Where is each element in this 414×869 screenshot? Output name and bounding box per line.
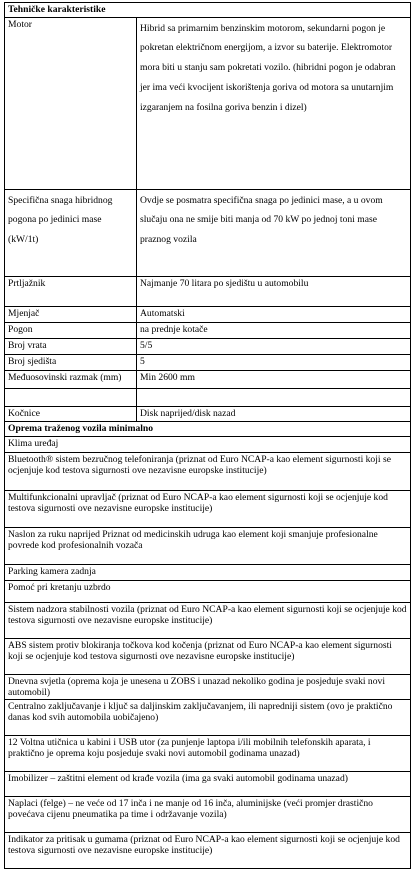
equipment-item: Multifunkcionalni upravljač (priznat od Euro NCAP-a kao element sigurnosti koji se ocjenjuje kod testova sigurnosti ove nezavisne europske institucije) [5, 490, 411, 527]
equipment-item: Bluetooth® sistem bezručnog telefoniranja (priznat od Euro NCAP-a kao element sigurnosti koji se ocjenjuje kod testova sigurnosti ove nezavisne europske institucije) [5, 452, 411, 490]
specifications-table [4, 2, 411, 869]
spec-value: 5 [137, 354, 411, 370]
table-row [5, 354, 411, 370]
table-row [5, 699, 411, 735]
spec-label: Specifična snaga hibridnog pogona po jedinici mase (kW/1t) [5, 189, 137, 276]
table-row [5, 306, 411, 322]
equipment-item: Dnevna svjetla (oprema koja je unesena u ZOBS i unazad nekoliko godina je posjeduje svaki novi automobil) [5, 674, 411, 699]
equipment-item: Imobilizer – zaštitni element od krađe vozila (ima ga svaki automobil godinama unazad) [5, 771, 411, 796]
table-row [5, 564, 411, 580]
equipment-item: Naplaci (felge) – ne veće od 17 inča i ne manje od 16 inča, aluminijske (veći promjer drastično povećava cijenu pneumatika pa time i održavanje vozila) [5, 796, 411, 832]
table-row [5, 452, 411, 490]
table-header-row [5, 421, 411, 436]
tech-title: Tehničke karakteristike [5, 3, 411, 18]
table-row [5, 832, 411, 868]
table-row [5, 276, 411, 306]
equipment-item: Sistem nadzora stabilnosti vozila (priznat od Euro NCAP-a kao element sigurnosti koji se ocjenjuje kod testova sigurnosti ove nezavisne europske institucije) [5, 602, 411, 638]
spec-label: Pogon [5, 322, 137, 338]
equipment-item: Centralno zaključavanje i ključ sa daljinskim zaključavanjem, ili napredniji sistem (ovo je praktično danas kod svih automobila uobičajeno) [5, 699, 411, 735]
equipment-item: Klima uređaj [5, 436, 411, 452]
spec-value: na prednje kotače [137, 322, 411, 338]
table-row [5, 602, 411, 638]
table-row [5, 638, 411, 674]
equipment-title: Oprema traženog vozila minimalno [5, 421, 411, 436]
table-row [5, 338, 411, 354]
equipment-item: Pomoć pri kretanju uzbrdo [5, 580, 411, 602]
spec-label: Broj vrata [5, 338, 137, 354]
equipment-item: Indikator za pritisak u gumama (priznat od Euro NCAP-a kao element sigurnosti koji se ocjenjuje kod testova sigurnosti ove nezavisne europske institucije) [5, 832, 411, 868]
equipment-item: Parking kamera zadnja [5, 564, 411, 580]
spec-value [137, 388, 411, 406]
table-row [5, 436, 411, 452]
spec-label [5, 388, 137, 406]
spec-value: Ovdje se posmatra specifična snaga po jedinici mase, a u ovom slučaju ona ne smije biti manja od 70 kW po jednoj toni mase praznog vozila [137, 189, 411, 276]
table-row [5, 322, 411, 338]
table-row [5, 370, 411, 388]
spec-value: Hibrid sa primarnim benzinskim motorom, sekundarni pogon je pokretan električnom energijom, a izvor su baterije. Elektromotor mora biti u stanju sam pokretati vozilo. (hibridni pogon je odabran jer ima veći kvocijent iskorištenja goriva od motora sa unutarnjim izgaranjem na fosilna goriva benzin i dizel) [137, 17, 411, 189]
table-row [5, 771, 411, 796]
equipment-item: ABS sistem protiv blokiranja točkova kod kočenja (priznat od Euro NCAP-a kao element sigurnosti koji se ocjenjuje kod testova sigurnosti ove nezavisne europske institucije) [5, 638, 411, 674]
spec-label: Međuosovinski razmak (mm) [5, 370, 137, 388]
table-row [5, 796, 411, 832]
spec-label: Broj sjedišta [5, 354, 137, 370]
equipment-item: Naslon za ruku naprijed Priznat od medicinskih udruga kao element koji smanjuje profesionalne povrede kod profesionalnih vozača [5, 527, 411, 564]
table-row [5, 17, 411, 189]
table-row [5, 406, 411, 421]
table-row [5, 735, 411, 771]
table-row [5, 580, 411, 602]
spec-label: Mjenjač [5, 306, 137, 322]
table-row [5, 490, 411, 527]
table-row [5, 674, 411, 699]
spec-label: Prtljažnik [5, 276, 137, 306]
equipment-item: 12 Voltna utičnica u kabini i USB utor (za punjenje laptopa i/ili mobilnih telefonskih aparata, i praktično je oprema koju posjeduje svaki novi automobil godinama unazad) [5, 735, 411, 771]
spec-value: Disk naprijed/disk nazad [137, 406, 411, 421]
spec-value: Najmanje 70 litara po sjedištu u automobilu [137, 276, 411, 306]
spec-value: 5/5 [137, 338, 411, 354]
table-header-row [5, 3, 411, 18]
table-row [5, 527, 411, 564]
spec-value: Min 2600 mm [137, 370, 411, 388]
spec-value: Automatski [137, 306, 411, 322]
table-row [5, 189, 411, 276]
spec-label: Motor [5, 17, 137, 189]
table-row [5, 388, 411, 406]
spec-label: Kočnice [5, 406, 137, 421]
